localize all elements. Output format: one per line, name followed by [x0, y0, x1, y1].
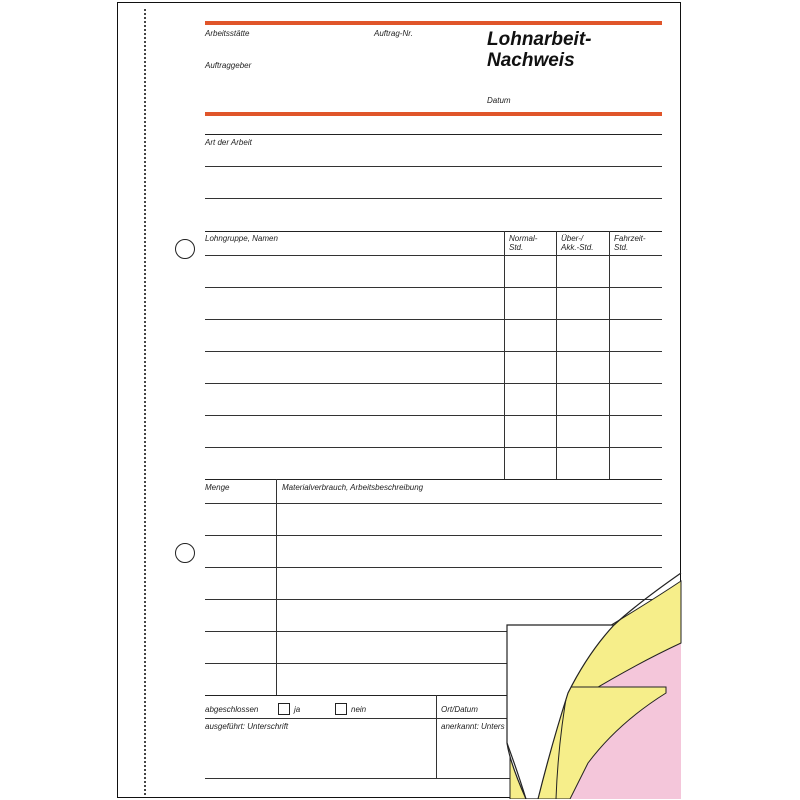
- form-title-line2: Nachweis: [487, 50, 575, 71]
- label-fahrzeit-std-1: Fahrzeit-: [614, 234, 646, 243]
- label-ja: ja: [294, 705, 301, 714]
- label-fahrzeit-std-2: Std.: [614, 243, 629, 252]
- label-ueber-std-1: Über-/: [561, 234, 584, 243]
- label-normal-std-1: Normal-: [509, 234, 538, 243]
- label-art-der-arbeit: Art der Arbeit: [205, 138, 252, 147]
- form-sheet: [117, 2, 681, 798]
- label-anerkannt: anerkannt: Unters: [441, 722, 505, 731]
- page-curl-copies: [118, 3, 682, 799]
- form-title-line1: Lohnarbeit-: [487, 29, 592, 50]
- label-ort-datum: Ort/Datum: [441, 705, 478, 714]
- label-datum: Datum: [487, 96, 511, 105]
- label-ueber-std-2: Akk.-Std.: [561, 243, 594, 252]
- label-ausgefuehrt: ausgeführt: Unterschrift: [205, 722, 289, 731]
- label-auftraggeber: Auftraggeber: [205, 61, 252, 70]
- label-arbeitsstaette: Arbeitsstätte: [205, 29, 250, 38]
- label-lohngruppe: Lohngruppe, Namen: [205, 234, 278, 243]
- label-normal-std-2: Std.: [509, 243, 524, 252]
- label-abgeschlossen: abgeschlossen: [205, 705, 259, 714]
- label-nein: nein: [351, 705, 367, 714]
- label-auftrag-nr: Auftrag-Nr.: [374, 29, 413, 38]
- label-materialverbrauch: Materialverbrauch, Arbeitsbeschreibung: [282, 483, 424, 492]
- label-menge: Menge: [205, 483, 230, 492]
